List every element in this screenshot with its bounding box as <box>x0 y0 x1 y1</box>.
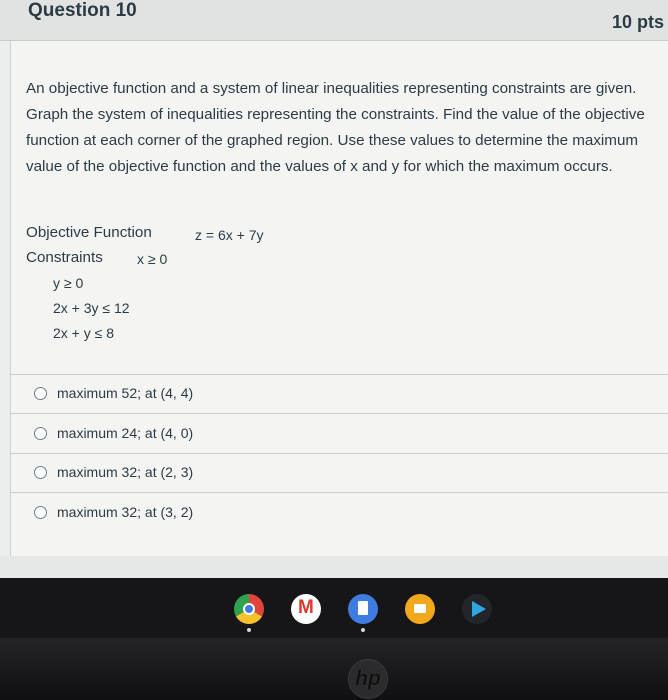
answer-option-3[interactable] <box>34 460 193 484</box>
constraint-item: y ≥ 0 <box>53 275 84 291</box>
page-bottom <box>0 556 668 578</box>
play-store-icon[interactable] <box>462 594 492 624</box>
question-points: 10 pts <box>611 12 664 32</box>
question-prompt: An objective function and a system of linear inequalities representing constraints are given. Graph the system of inequalities representing the constraints. Find the value of the objective function at each corner of the graphed region. Use these values to determine the maximum value of the objective function and the values of x and y for which the maximum occurs. <box>26 80 645 175</box>
running-indicator <box>247 628 251 632</box>
answer-divider <box>10 413 668 414</box>
answer-option-4[interactable] <box>34 500 193 524</box>
radio-button[interactable] <box>34 427 47 440</box>
answer-option-2[interactable] <box>34 421 193 445</box>
os-shelf <box>0 578 668 638</box>
radio-button[interactable] <box>34 387 47 400</box>
laptop-bezel <box>0 638 668 700</box>
answer-option-label: maximum 52; at (4, 4) <box>57 385 194 401</box>
answer-option-label: maximum 32; at (3, 2) <box>57 504 194 520</box>
answer-option-label: maximum 32; at (2, 3) <box>57 464 194 480</box>
gmail-letter: M <box>298 597 314 618</box>
constraint-item: 2x + 3y ≤ 12 <box>53 300 130 316</box>
radio-button[interactable] <box>34 506 47 519</box>
running-indicator <box>361 628 365 632</box>
answer-option-label: maximum 24; at (4, 0) <box>57 425 194 441</box>
answer-divider <box>10 453 668 454</box>
hp-logo <box>348 659 388 699</box>
chrome-icon[interactable] <box>234 594 264 624</box>
radio-button[interactable] <box>34 466 47 479</box>
constraint-item: 2x + y ≤ 8 <box>53 325 114 341</box>
slides-icon[interactable] <box>405 594 435 624</box>
answer-divider <box>10 374 668 375</box>
hp-logo-text: hp <box>355 667 381 690</box>
objective-function-label: Objective Function <box>26 224 152 241</box>
constraint-item: x ≥ 0 <box>137 251 168 267</box>
constraints-label: Constraints <box>26 249 103 266</box>
question-header <box>0 0 668 41</box>
docs-icon[interactable] <box>348 594 378 624</box>
answer-divider <box>10 492 668 493</box>
gmail-icon[interactable] <box>291 594 321 624</box>
objective-function-value: z = 6x + 7y <box>195 227 264 243</box>
answer-option-1[interactable] <box>34 381 193 405</box>
question-title: Question 10 <box>28 0 137 21</box>
